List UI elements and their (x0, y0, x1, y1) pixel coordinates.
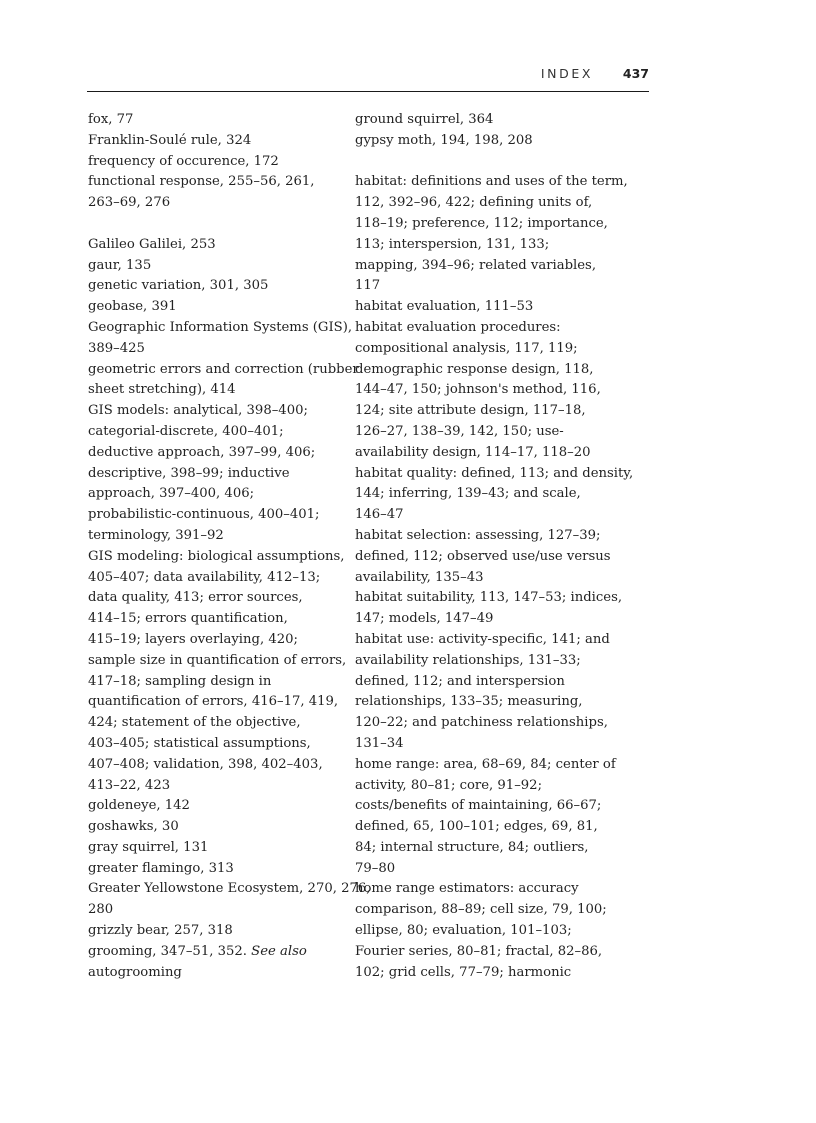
index-entry (355, 588, 655, 630)
index-entry (355, 879, 655, 983)
index-entry-line: geometric errors and correction (rubber (88, 361, 359, 377)
index-entry-continuation: autogrooming (88, 964, 182, 980)
index-entry-line: genetic variation, 301, 305 (88, 278, 269, 294)
index-entry (88, 859, 338, 880)
index-entry-line: fox, 77 (88, 112, 134, 127)
index-entry-line: GIS modeling: biological assumptions, (88, 548, 345, 564)
index-entry-continuation: 146–47 (355, 507, 404, 523)
index-entry-continuation: ellipse, 80; evaluation, 101–103; (355, 923, 572, 939)
index-entry-line: frequency of occurence, 172 (88, 153, 279, 169)
index-entry-continuation: 144; inferring, 139–43; and scale, (355, 486, 581, 502)
index-entry-continuation: 413–22, 423 (88, 777, 171, 793)
index-entry-continuation: activity, 80–81; core, 91–92; (355, 777, 543, 793)
index-entry-continuation: quantification of errors, 416–17, 419, (88, 694, 339, 710)
index-entry-line: goldeneye, 142 (88, 798, 190, 814)
index-entry-continuation: 124; site attribute design, 117–18, (355, 403, 586, 419)
index-entry (88, 817, 338, 838)
index-entry-continuation: availability relationships, 131–33; (355, 652, 581, 668)
index-entry-line: habitat quality: defined, 113; and density, (355, 465, 634, 481)
index-entry (88, 360, 359, 402)
index-entry-line: habitat evaluation, 111–53 (355, 299, 534, 315)
index-entry-continuation: 414–15; errors quantification, (88, 611, 288, 627)
index-entry (355, 526, 655, 588)
index-entry-continuation: 424; statement of the objective, (88, 715, 301, 731)
index-entry-line: Geographic Information Systems (GIS), (88, 319, 353, 335)
index-entry (88, 152, 338, 173)
index-entry-continuation: 405–407; data availability, 412–13; (88, 569, 321, 585)
index-entry-continuation: 120–22; and patchiness relationships, (355, 715, 608, 731)
index-entry (88, 796, 338, 817)
index-entry-line: habitat use: activity-specific, 141; and (355, 631, 610, 647)
index-entry (355, 464, 655, 526)
index-entry (355, 630, 655, 755)
index-entry-continuation: 147; models, 147–49 (355, 611, 494, 627)
index-entry (88, 110, 338, 131)
index-column-right (355, 110, 655, 983)
index-entry (88, 276, 338, 297)
index-entry-line: habitat evaluation procedures: (355, 319, 561, 335)
index-entry-continuation: data quality, 413; error sources, (88, 590, 303, 606)
index-entry-continuation: deductive approach, 397–99, 406; (88, 444, 316, 460)
index-entry (88, 318, 353, 360)
index-entry-continuation: 407–408; validation, 398, 402–403, (88, 756, 323, 772)
index-entry-continuation: probabilistic-continuous, 400–401; (88, 507, 320, 523)
index-entry-continuation: demographic response design, 118, (355, 361, 594, 377)
index-entry-line: Galileo Galilei, 253 (88, 236, 216, 252)
index-entry (88, 838, 338, 859)
index-entry-continuation: availability, 135–43 (355, 569, 484, 585)
index-entry-line: gray squirrel, 131 (88, 839, 209, 855)
index-entry-line: Greater Yellowstone Ecosystem, 270, 276, (88, 881, 371, 897)
index-entry-continuation: 403–405; statistical assumptions, (88, 735, 311, 751)
index-entry-continuation: defined, 112; observed use/use versus (355, 548, 611, 564)
index-entry-continuation: 417–18; sampling design in (88, 673, 272, 689)
index-entry-line: goshawks, 30 (88, 819, 179, 835)
index-entry-continuation: categorial-discrete, 400–401; (88, 423, 284, 439)
index-entry-line: Franklin-Soulé rule, 324 (88, 132, 252, 148)
index-entry-continuation: defined, 112; and interspersion (355, 673, 565, 689)
index-entry-line: greater flamingo, 313 (88, 860, 234, 876)
index-entry-continuation: 117 (355, 278, 381, 294)
index-entry-line: habitat suitability, 113, 147–53; indices, (355, 590, 623, 606)
index-entry-continuation: comparison, 88–89; cell size, 79, 100; (355, 902, 607, 918)
index-entry-continuation: 79–80 (355, 860, 396, 876)
index-entry (355, 297, 655, 318)
index-entry-continuation: 263–69, 276 (88, 195, 171, 211)
index-entry-continuation: costs/benefits of maintaining, 66–67; (355, 798, 602, 814)
index-entry-line: grizzly bear, 257, 318 (88, 923, 233, 939)
index-entry-line: home range estimators: accuracy (355, 881, 579, 897)
index-entry-continuation: sheet stretching), 414 (88, 382, 236, 398)
page-number: 437 (622, 66, 649, 81)
index-entry (88, 297, 338, 318)
index-entry (88, 547, 347, 797)
index-entry (88, 942, 338, 984)
index-entry-continuation: 118–19; preference, 112; importance, (355, 215, 608, 231)
index-entry-continuation: 389–425 (88, 340, 145, 356)
index-entry (88, 401, 338, 547)
index-entry-continuation: terminology, 391–92 (88, 527, 224, 543)
index-entry-continuation: defined, 65, 100–101; edges, 69, 81, (355, 819, 598, 835)
index-entry (355, 131, 655, 152)
index-entry-continuation: 144–47, 150; johnson's method, 116, (355, 382, 601, 398)
index-entry (355, 755, 655, 880)
index-entry-continuation: descriptive, 398–99; inductive (88, 465, 290, 481)
index-entry-continuation: 102; grid cells, 77–79; harmonic (355, 964, 572, 980)
entry-gap (355, 152, 655, 173)
index-entry-line: gypsy moth, 194, 198, 208 (355, 132, 533, 148)
index-entry-line: geobase, 391 (88, 299, 177, 315)
index-entry-continuation: 112, 392–96, 422; defining units of, (355, 195, 593, 211)
index-entry (88, 921, 338, 942)
index-entry-continuation: 131–34 (355, 735, 404, 751)
index-entry (88, 879, 371, 921)
index-entry-continuation: sample size in quantification of errors, (88, 652, 347, 668)
header-rule (87, 91, 649, 92)
index-entry-continuation: 113; interspersion, 131, 133; (355, 236, 550, 252)
index-entry (355, 172, 655, 297)
index-entry (355, 318, 655, 464)
index-entry-continuation: Fourier series, 80–81; fractal, 82–86, (355, 943, 603, 959)
index-entry (88, 131, 338, 152)
index-entry (88, 235, 338, 256)
index-entry-line: functional response, 255–56, 261, (88, 174, 315, 190)
index-entry-continuation: availability design, 114–17, 118–20 (355, 444, 591, 460)
index-entry-continuation: relationships, 133–35; measuring, (355, 694, 583, 710)
index-entry-line: home range: area, 68–69, 84; center of (355, 756, 616, 772)
index-entry (88, 256, 338, 277)
index-entry (88, 172, 338, 214)
index-entry-continuation: approach, 397–400, 406; (88, 486, 255, 502)
index-entry-line: habitat selection: assessing, 127–39; (355, 527, 601, 543)
index-entry-continuation: 415–19; layers overlaying, 420; (88, 631, 298, 647)
index-entry-line: habitat: definitions and uses of the term, (355, 174, 628, 190)
index-entry-continuation: 84; internal structure, 84; outliers, (355, 839, 589, 855)
index-entry (355, 110, 655, 131)
index-entry-continuation: 126–27, 138–39, 142, 150; use- (355, 423, 564, 439)
see-also-reference: See also (251, 943, 307, 959)
index-entry-line: gaur, 135 (88, 257, 152, 273)
index-entry-continuation: mapping, 394–96; related variables, (355, 257, 597, 273)
index-entry-line: ground squirrel, 364 (355, 112, 494, 127)
index-entry-line: grooming, 347–51, 352. See also (88, 943, 307, 959)
index-entry-continuation: 280 (88, 902, 114, 918)
running-header (87, 64, 649, 92)
running-header-title: INDEX (540, 66, 593, 81)
index-entry-line: GIS models: analytical, 398–400; (88, 403, 308, 419)
entry-gap (88, 214, 338, 235)
index-entry-continuation: compositional analysis, 117, 119; (355, 340, 578, 356)
